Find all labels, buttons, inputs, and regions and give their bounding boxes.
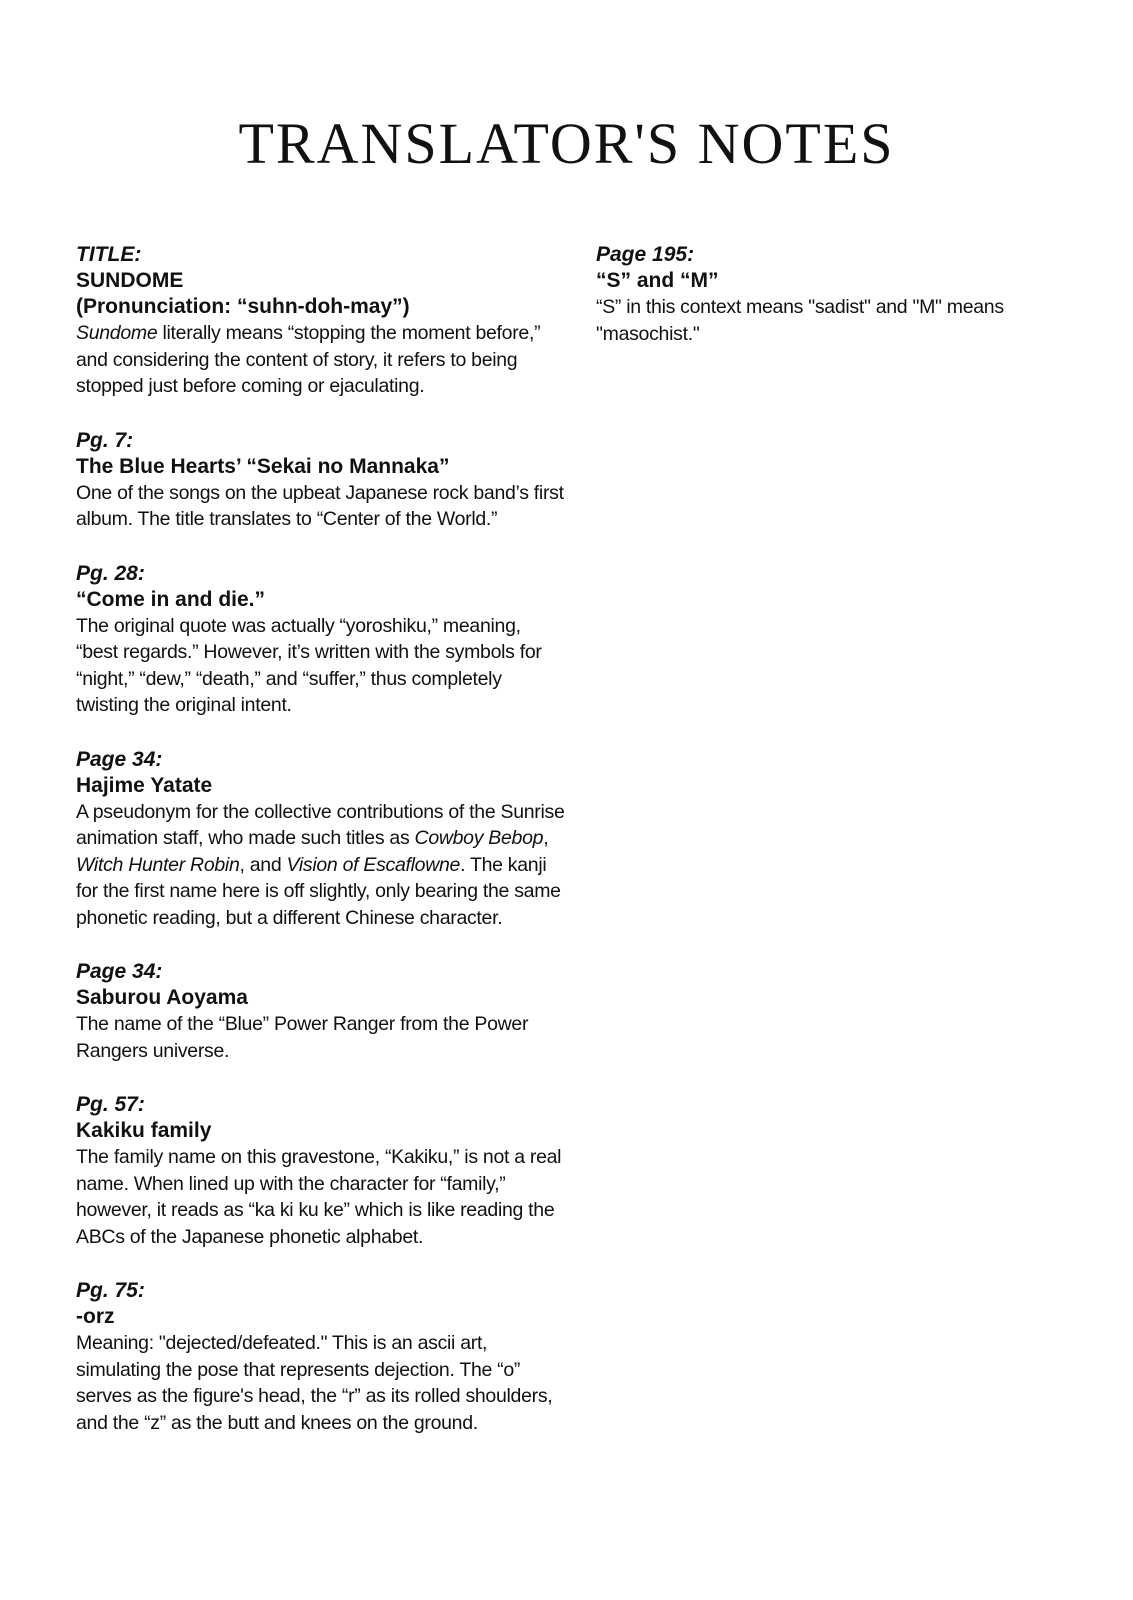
notes-column-left (76, 242, 566, 1464)
note-term: The Blue Hearts’ “Sekai no Mannaka” (76, 454, 450, 478)
note-pg-28 (76, 561, 566, 719)
note-body-text: . The kanji for the first name here is off slightly, only bearing the same phonetic reading, but a different Chinese character. (76, 853, 561, 929)
note-body-text: , and (239, 853, 287, 876)
note-page-195 (596, 242, 1036, 347)
note-page-ref: Pg. 57: (76, 1093, 145, 1116)
note-pg-75 (76, 1278, 566, 1436)
note-body (76, 320, 566, 400)
note-page-34-saburou (76, 959, 566, 1064)
note-body-emphasis: Sundome (76, 322, 158, 344)
note-term: Hajime Yatate (76, 773, 213, 797)
note-term: -orz (76, 1305, 115, 1328)
note-term: Kakiku family (76, 1119, 212, 1142)
note-pg-57 (76, 1092, 566, 1250)
note-body: One of the songs on the upbeat Japanese rock band’s first album. The title translates to “Center of the World.” (76, 481, 564, 530)
note-page-ref: Pg. 28: (76, 561, 145, 585)
note-pronunciation: (Pronunciation: “suhn-doh-may”) (76, 295, 410, 318)
note-term: Saburou Aoyama (76, 986, 248, 1009)
note-body-text: literally means “stopping the moment before,” and considering the content of story, it refers to being stopped just before coming or ejaculating. (76, 322, 541, 397)
note-body: “S” in this context means "sadist" and "M" means "masochist." (596, 296, 1004, 345)
note-term: “S” and “M” (596, 269, 719, 292)
note-body-emphasis: Cowboy Bebop (414, 827, 544, 849)
note-pg-7 (76, 428, 566, 533)
note-body-emphasis: Vision of Escaflowne (286, 853, 461, 876)
note-body: The original quote was actually “yoroshiku,” meaning, “best regards.” However, it’s written with the symbols for “night,” “dew,” “death,” and “suffer,” thus completely twisting the original intent. (76, 614, 542, 716)
note-body-text: A pseudonym for the collective contributions of the Sunrise animation staff, who made such titles as (76, 800, 565, 849)
note-page-ref: Pg. 75: (76, 1279, 145, 1302)
note-page-34-hajime (76, 747, 566, 932)
note-title (76, 242, 566, 400)
note-body: Meaning: "dejected/defeated." This is an ascii art, simulating the pose that represents dejection. The “o” serves as the figure's head, the “r” as its rolled shoulders, and the “z” as the butt and knees on the ground. (76, 1332, 553, 1434)
notes-column-right (596, 242, 1036, 375)
note-page-ref: Pg. 7: (76, 428, 134, 452)
note-term: SUNDOME (76, 269, 184, 292)
note-term: “Come in and die.” (76, 587, 266, 611)
note-page-ref: Page 195: (596, 243, 695, 266)
note-body (76, 799, 566, 932)
note-body: The name of the “Blue” Power Ranger from the Power Rangers universe. (76, 1013, 529, 1062)
page-title: TRANSLATOR'S NOTES (238, 111, 895, 176)
note-page-ref: Page 34: (76, 747, 163, 771)
note-body-emphasis: Witch Hunter Robin (76, 853, 240, 876)
note-page-ref: Page 34: (76, 960, 163, 983)
note-body: The family name on this gravestone, “Kakiku,” is not a real name. When lined up with the character for “family,” however, it reads as “ka ki ku ke” which is like reading the ABCs of the Japanese phonetic alphabet. (76, 1146, 562, 1248)
note-page-ref: TITLE: (76, 243, 142, 266)
note-body-text: , (543, 827, 549, 849)
